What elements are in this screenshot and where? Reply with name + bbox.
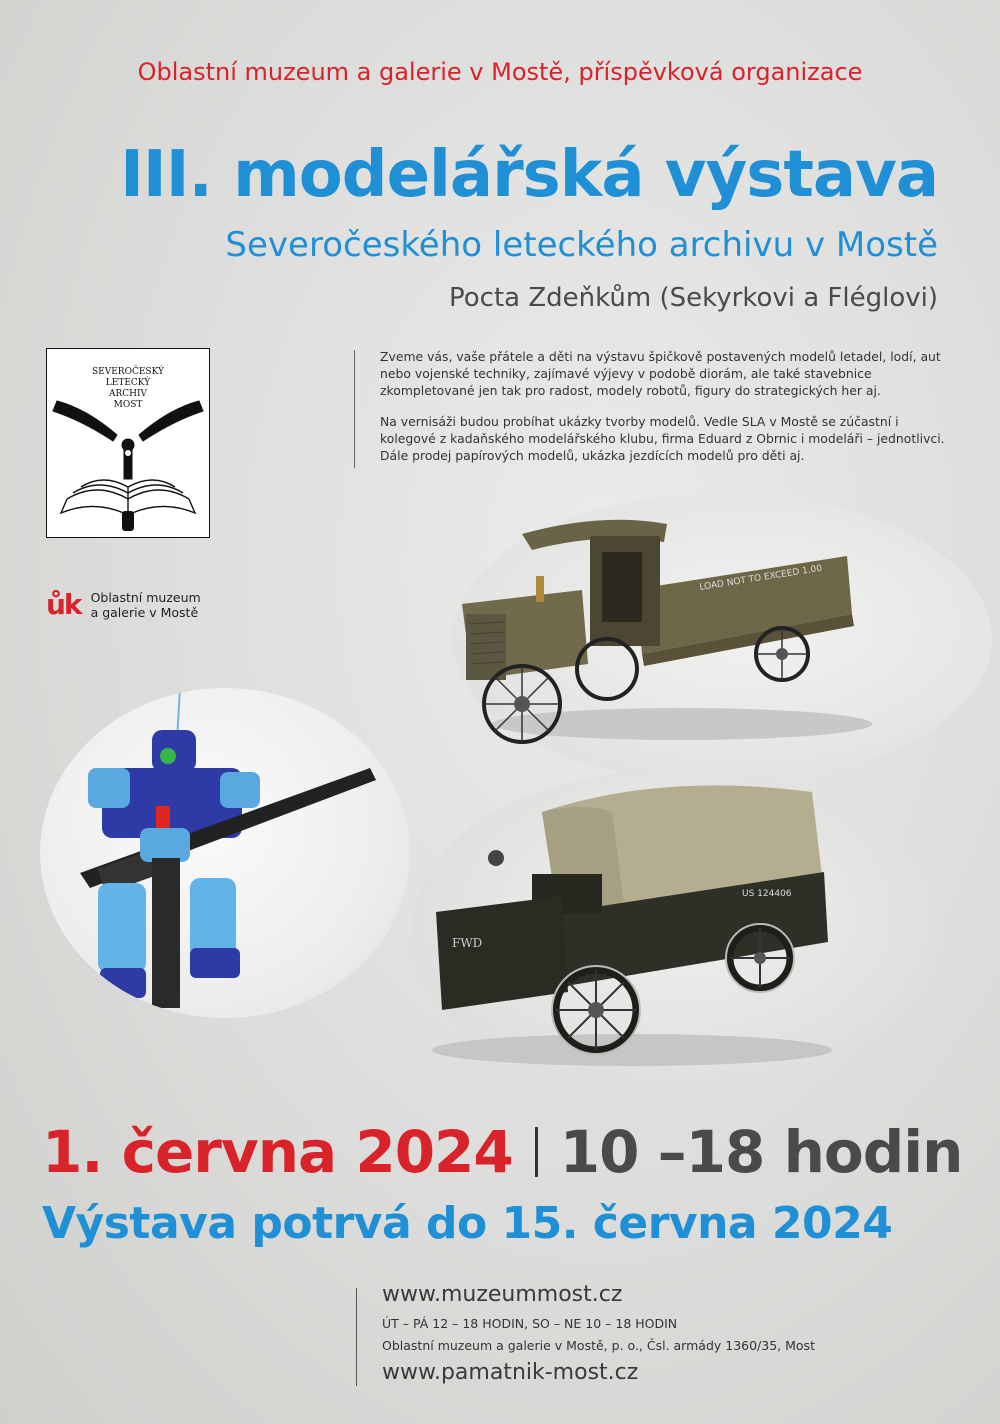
- museum-logo-mark: ůk: [46, 588, 81, 621]
- covered-truck-model-photo: [412, 772, 942, 1088]
- exhibition-title: III. modelářská výstava: [120, 138, 938, 212]
- organization-name: Oblastní muzeum a galerie v Mostě, příspěvková organizace: [137, 58, 863, 86]
- exhibition-subtitle: Pocta Zdeňkům (Sekyrkovi a Fléglovi): [449, 283, 938, 313]
- memorial-website-link[interactable]: www.pamatnik-most.cz: [382, 1360, 639, 1385]
- footer-divider: [356, 1288, 357, 1386]
- truck-number: US 124406: [742, 889, 792, 899]
- sla-logo: [46, 348, 210, 538]
- logo-line: LETECKÝ: [105, 378, 151, 388]
- museum-brand-line: Oblastní muzeum: [90, 589, 201, 605]
- propeller-book-icon: [47, 349, 209, 537]
- museum-brand-name: [91, 590, 201, 620]
- museum-address: Oblastní muzeum a galerie v Mostě, p. o., Čsl. armády 1360/35, Most: [382, 1338, 815, 1353]
- intro-paragraph-1: Zveme vás, vaše přátele a děti na výstavu špičkově postavených modelů letadel, lodí, aut nebo vojenské techniky, zajímavé výjevy v podobě diorám, ale také stavebnice zkompletované jen tak pro radost, modely robotů, figury do strategických her aj.: [380, 349, 941, 398]
- museum-brand-line: a galerie v Mostě: [90, 604, 199, 620]
- logo-line: MOST: [113, 400, 143, 410]
- museum-website-link[interactable]: www.muzeummost.cz: [382, 1282, 623, 1307]
- event-date: 1. června 2024: [42, 1118, 513, 1186]
- robot-model-image: [40, 688, 410, 1018]
- exhibition-title-line2: Severočeského leteckého archivu v Mostě: [225, 225, 938, 265]
- date-separator: [535, 1127, 538, 1177]
- open-truck-model-image: [452, 494, 992, 784]
- covered-truck-model-image: [412, 772, 942, 1088]
- intro-divider: [354, 350, 355, 468]
- exhibition-duration: Výstava potrvá do 15. června 2024: [42, 1198, 893, 1249]
- logo-line: SEVEROČESKÝ: [91, 367, 164, 377]
- event-hours: 10 –18 hodin: [559, 1118, 963, 1186]
- museum-brand: [46, 588, 201, 621]
- robot-model-photo: [40, 688, 410, 1018]
- truck-side-text: LOAD NOT TO EXCEED 1.00: [698, 563, 823, 593]
- event-date-row: [42, 1118, 962, 1186]
- truck-model-photo: [452, 494, 992, 784]
- intro-paragraph-2: Na vernisáži budou probíhat ukázky tvorby modelů. Vedle SLA v Mostě se zúčastní i kolegové z kadaňského modelářského klubu, firma Eduard z Obrnic i modeláři – jednotlivci. Dále prodej papírových modelů, ukázka jezdících modelů pro děti aj.: [380, 414, 945, 463]
- logo-line: ARCHIV: [108, 389, 148, 399]
- truck-emblem: FWD: [452, 936, 483, 950]
- opening-hours: ÚT – PÁ 12 – 18 HODIN, SO – NE 10 – 18 HODIN: [382, 1316, 678, 1331]
- intro-text: [380, 348, 950, 478]
